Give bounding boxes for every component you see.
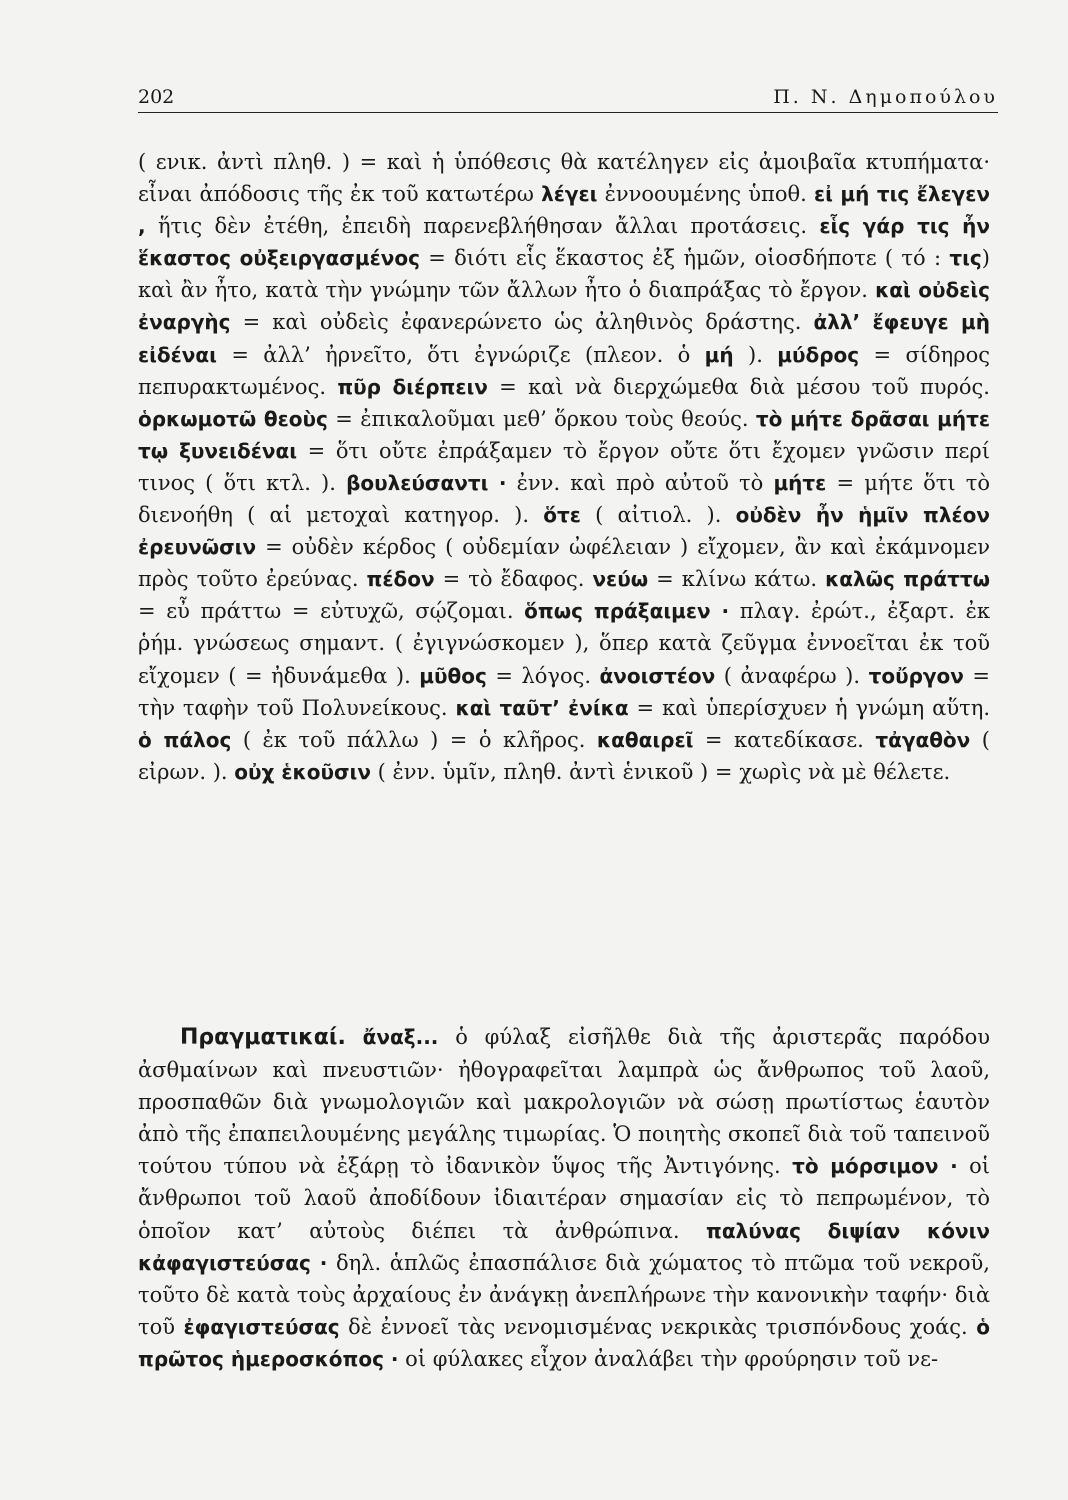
lemma-term: πῦρ διέρπειν <box>337 374 488 399</box>
lemma-term: ὁ πρῶτος ἡμεροσκόπος · <box>138 1314 990 1371</box>
lemma-term: ἐφαγιστεύσας <box>183 1314 340 1339</box>
lemma-term: μύδρος <box>777 342 860 367</box>
gloss-text: ( ἐνν. ὑμῖν, πληθ. ἀντὶ ἑνικοῦ ) = χωρὶς νὰ μὲ θέλετε. <box>370 759 951 784</box>
gloss-text: = καὶ ὑπερίσχυεν ἡ γνώμη αὕτη. <box>628 695 990 720</box>
gloss-text: πλαγ. ἐρώτ., ἐξαρτ. ἐκ ῥήμ. γνώσεως σημαντ. ( ἐγιγνώσκομεν ), ὅπερ κατὰ ζεῦγμα ἐννοεῖται ἐκ τοῦ εἴχομεν ( = ἠδυνάμεθα ). <box>138 599 990 688</box>
gloss-text: δὲ ἐννοεῖ τὰς νενομισμένας νεκρικὰς τρισπόνδους χοάς. <box>339 1314 977 1339</box>
gloss-text: ( ἀναφέρω ). <box>715 663 869 688</box>
lemma-term: εἰ μή τις ἔλεγεν , <box>138 182 991 239</box>
page-number: 202 <box>138 86 175 108</box>
lemma-term: τὸ μόρσιμον · <box>792 1154 958 1179</box>
gloss-text: = σίδηρος πεπυρακτωμένος. <box>138 342 990 399</box>
running-head: Π. Ν. Δημοπούλου <box>773 86 998 108</box>
gloss-text: = καὶ οὐδεὶς ἐφανερώνετο ὡς ἀληθινὸς δράστης. <box>230 310 814 335</box>
gloss-text: = ἀλλ’ ἠρνεῖτο, ὅτι ἐγνώριζε (πλεον. ὁ <box>216 342 705 367</box>
gloss-text: οἱ φύλακες εἶχον ἀναλάβει τὴν φρούρησιν τοῦ νε- <box>398 1346 939 1371</box>
lemma-term: μή <box>704 342 734 367</box>
gloss-text: ἐνν. καὶ πρὸ αὐτοῦ τὸ <box>506 470 774 495</box>
lemma-term: ὁ πάλος <box>138 727 232 752</box>
gloss-text: = μήτε ὅτι τὸ διενοήθη ( αἱ μετοχαὶ κατηγορ. ). <box>138 470 991 528</box>
lemma-term: πέδον <box>366 567 435 592</box>
gloss-text: ἥτις δὲν ἐτέθη, ἐπειδὴ παρενεβλήθησαν ἄλλαι προτάσεις. <box>145 214 820 239</box>
gloss-text: = ὅτι οὔτε ἐπράξαμεν τὸ ἔργον οὔτε ὅτι ἔχομεν γνῶσιν περί τινος ( ὅτι κτλ. ). <box>138 438 990 495</box>
lemma-term: τοὔργον <box>868 663 964 688</box>
gloss-text: = λόγος. <box>486 663 600 688</box>
gloss-text: ) καὶ ἂν ἦτο, κατὰ τὴν γνώμην τῶν ἄλλων ἦτο ὁ διαπράξας τὸ ἔργον. <box>138 246 990 303</box>
gloss-text: δηλ. ἁπλῶς ἐπασπάλισε διὰ χώματος τὸ πτῶμα τοῦ νεκροῦ, τοῦτο δὲ κατὰ τοὺς ἀρχαίους ἐν ἀνάγκῃ ἀνεπλήρωνε τὴν κανονικὴν ταφήν· διὰ τοῦ <box>138 1250 990 1339</box>
lemma-term: τἀγαθὸν <box>875 727 971 752</box>
gloss-text: ). <box>733 342 778 367</box>
gloss-text: = καὶ νὰ διερχώμεθα διὰ μέσου τοῦ πυρός. <box>487 374 990 399</box>
gloss-text: = κλίνω κάτω. <box>648 567 826 592</box>
lemma-term: παλύνας διψίαν κόνιν κἀφαγιστεύσας · <box>138 1218 990 1275</box>
lemma-term: καλῶς πράττω <box>825 567 991 592</box>
lemma-term: καθαιρεῖ <box>596 727 694 752</box>
gloss-text: ( αἰτιολ. ). <box>580 503 736 528</box>
gloss-text: = εὖ πράττω = εὐτυχῶ, σῴζομαι. <box>138 599 525 624</box>
lemma-term: ὁρκωμοτῶ θεοὺς <box>138 406 328 431</box>
lemma-term: νεύω <box>592 567 649 592</box>
commentary-paragraph-2 <box>138 1021 990 1375</box>
lemma-term: τις <box>949 246 982 271</box>
gloss-text: = οὐδὲν κέρδος ( οὐδεμίαν ὠφέλειαν ) εἴχομεν, ἂν καὶ ἐκάμνομεν πρὸς τοῦτο ἐρεύνας. <box>138 535 990 592</box>
lemma-term: εἷς γάρ τις ἦν ἕκαστος οὐξειργασμένος <box>138 214 990 271</box>
gloss-text: = τὴν ταφὴν τοῦ Πολυνείκους. <box>138 663 990 720</box>
commentary-paragraph-1 <box>138 146 990 788</box>
gloss-text: ( ἐκ τοῦ πάλλω ) = ὁ κλῆρος. <box>231 727 597 752</box>
gloss-text <box>346 1025 363 1049</box>
lemma-term: ὅπως πράξαιμεν · <box>524 599 730 624</box>
lemma-term: οὐχ ἑκοῦσιν <box>234 759 371 784</box>
lemma-term: ἀνοιστέον <box>599 663 716 688</box>
gloss-text: ὁ φύλαξ εἰσῆλθε διὰ τῆς ἀριστερᾶς παρόδου ἀσθμαίνων καὶ πνευστιῶν· ἠθογραφεῖται λαμπρὰ ὡς ἄνθρωπος τοῦ λαοῦ, προσπαθῶν διὰ γνωμολογιῶν καὶ μακρολογιῶν νὰ σώσῃ πρωτίστως ἑαυτὸν ἀπὸ τῆς ἐπαπειλουμένης μεγάλης τιμωρίας. Ὁ ποιητὴς σκοπεῖ διὰ τοῦ ταπεινοῦ τούτου τύπου νὰ ἐξάρῃ τὸ ἰδανικὸν ὕψος τῆς Ἀντιγόνης. <box>138 1025 990 1179</box>
lemma-term: Πραγματικαί. <box>180 1025 346 1050</box>
lemma-term: καὶ ταῦτ’ ἐνίκα <box>455 695 629 720</box>
lemma-term: ὅτε <box>543 503 581 528</box>
gloss-text: οἱ ἄνθρωποι τοῦ λαοῦ ἀποδίδουν ἰδιαιτέραν σημασίαν εἰς τὸ πεπρωμένον, τὸ ὁποῖον κατ’ αὐτοὺς διέπει τὰ ἀνθρώπινα. <box>138 1154 990 1243</box>
gloss-text: = κατεδίκασε. <box>693 727 876 752</box>
lemma-term: βουλεύσαντι · <box>346 470 507 495</box>
lemma-term: ἄναξ... <box>362 1025 439 1049</box>
lemma-term: τὸ μήτε δρᾶσαι μήτε τῳ ξυνειδέναι <box>138 406 990 463</box>
page-header <box>138 76 998 113</box>
lemma-term: ἀλλ’ ἔφευγε μὴ εἰδέναι <box>138 310 990 367</box>
lemma-term: λέγει <box>541 182 598 207</box>
gloss-text: = τὸ ἔδαφος. <box>434 567 593 592</box>
gloss-text: = ἐπικαλοῦμαι μεθ’ ὅρκου τοὺς θεούς. <box>327 406 756 431</box>
lemma-term: μῦθος <box>419 663 487 688</box>
gloss-text: ( ενικ. ἀντὶ πληθ. ) = καὶ ἡ ὑπόθεσις θὰ κατέληγεν εἰς ἀμοιβαῖα κτυπήματα· εἶναι ἀπόδοσις τῆς ἐκ τοῦ κατωτέρω <box>138 150 990 207</box>
gloss-text: = διότι εἷς ἕκαστος ἐξ ἡμῶν, οἱοσδήποτε ( τό : <box>419 246 950 271</box>
lemma-term: οὐδὲν ἦν ἡμῖν πλέον ἐρευνῶσιν <box>138 503 990 560</box>
lemma-term: μήτε <box>773 470 827 495</box>
lemma-term: καὶ οὐδεὶς ἐναργὴς <box>138 278 990 335</box>
gloss-text: ( εἰρων. ). <box>138 727 990 784</box>
gloss-text: ἐννοουμένης ὑποθ. <box>597 182 814 207</box>
